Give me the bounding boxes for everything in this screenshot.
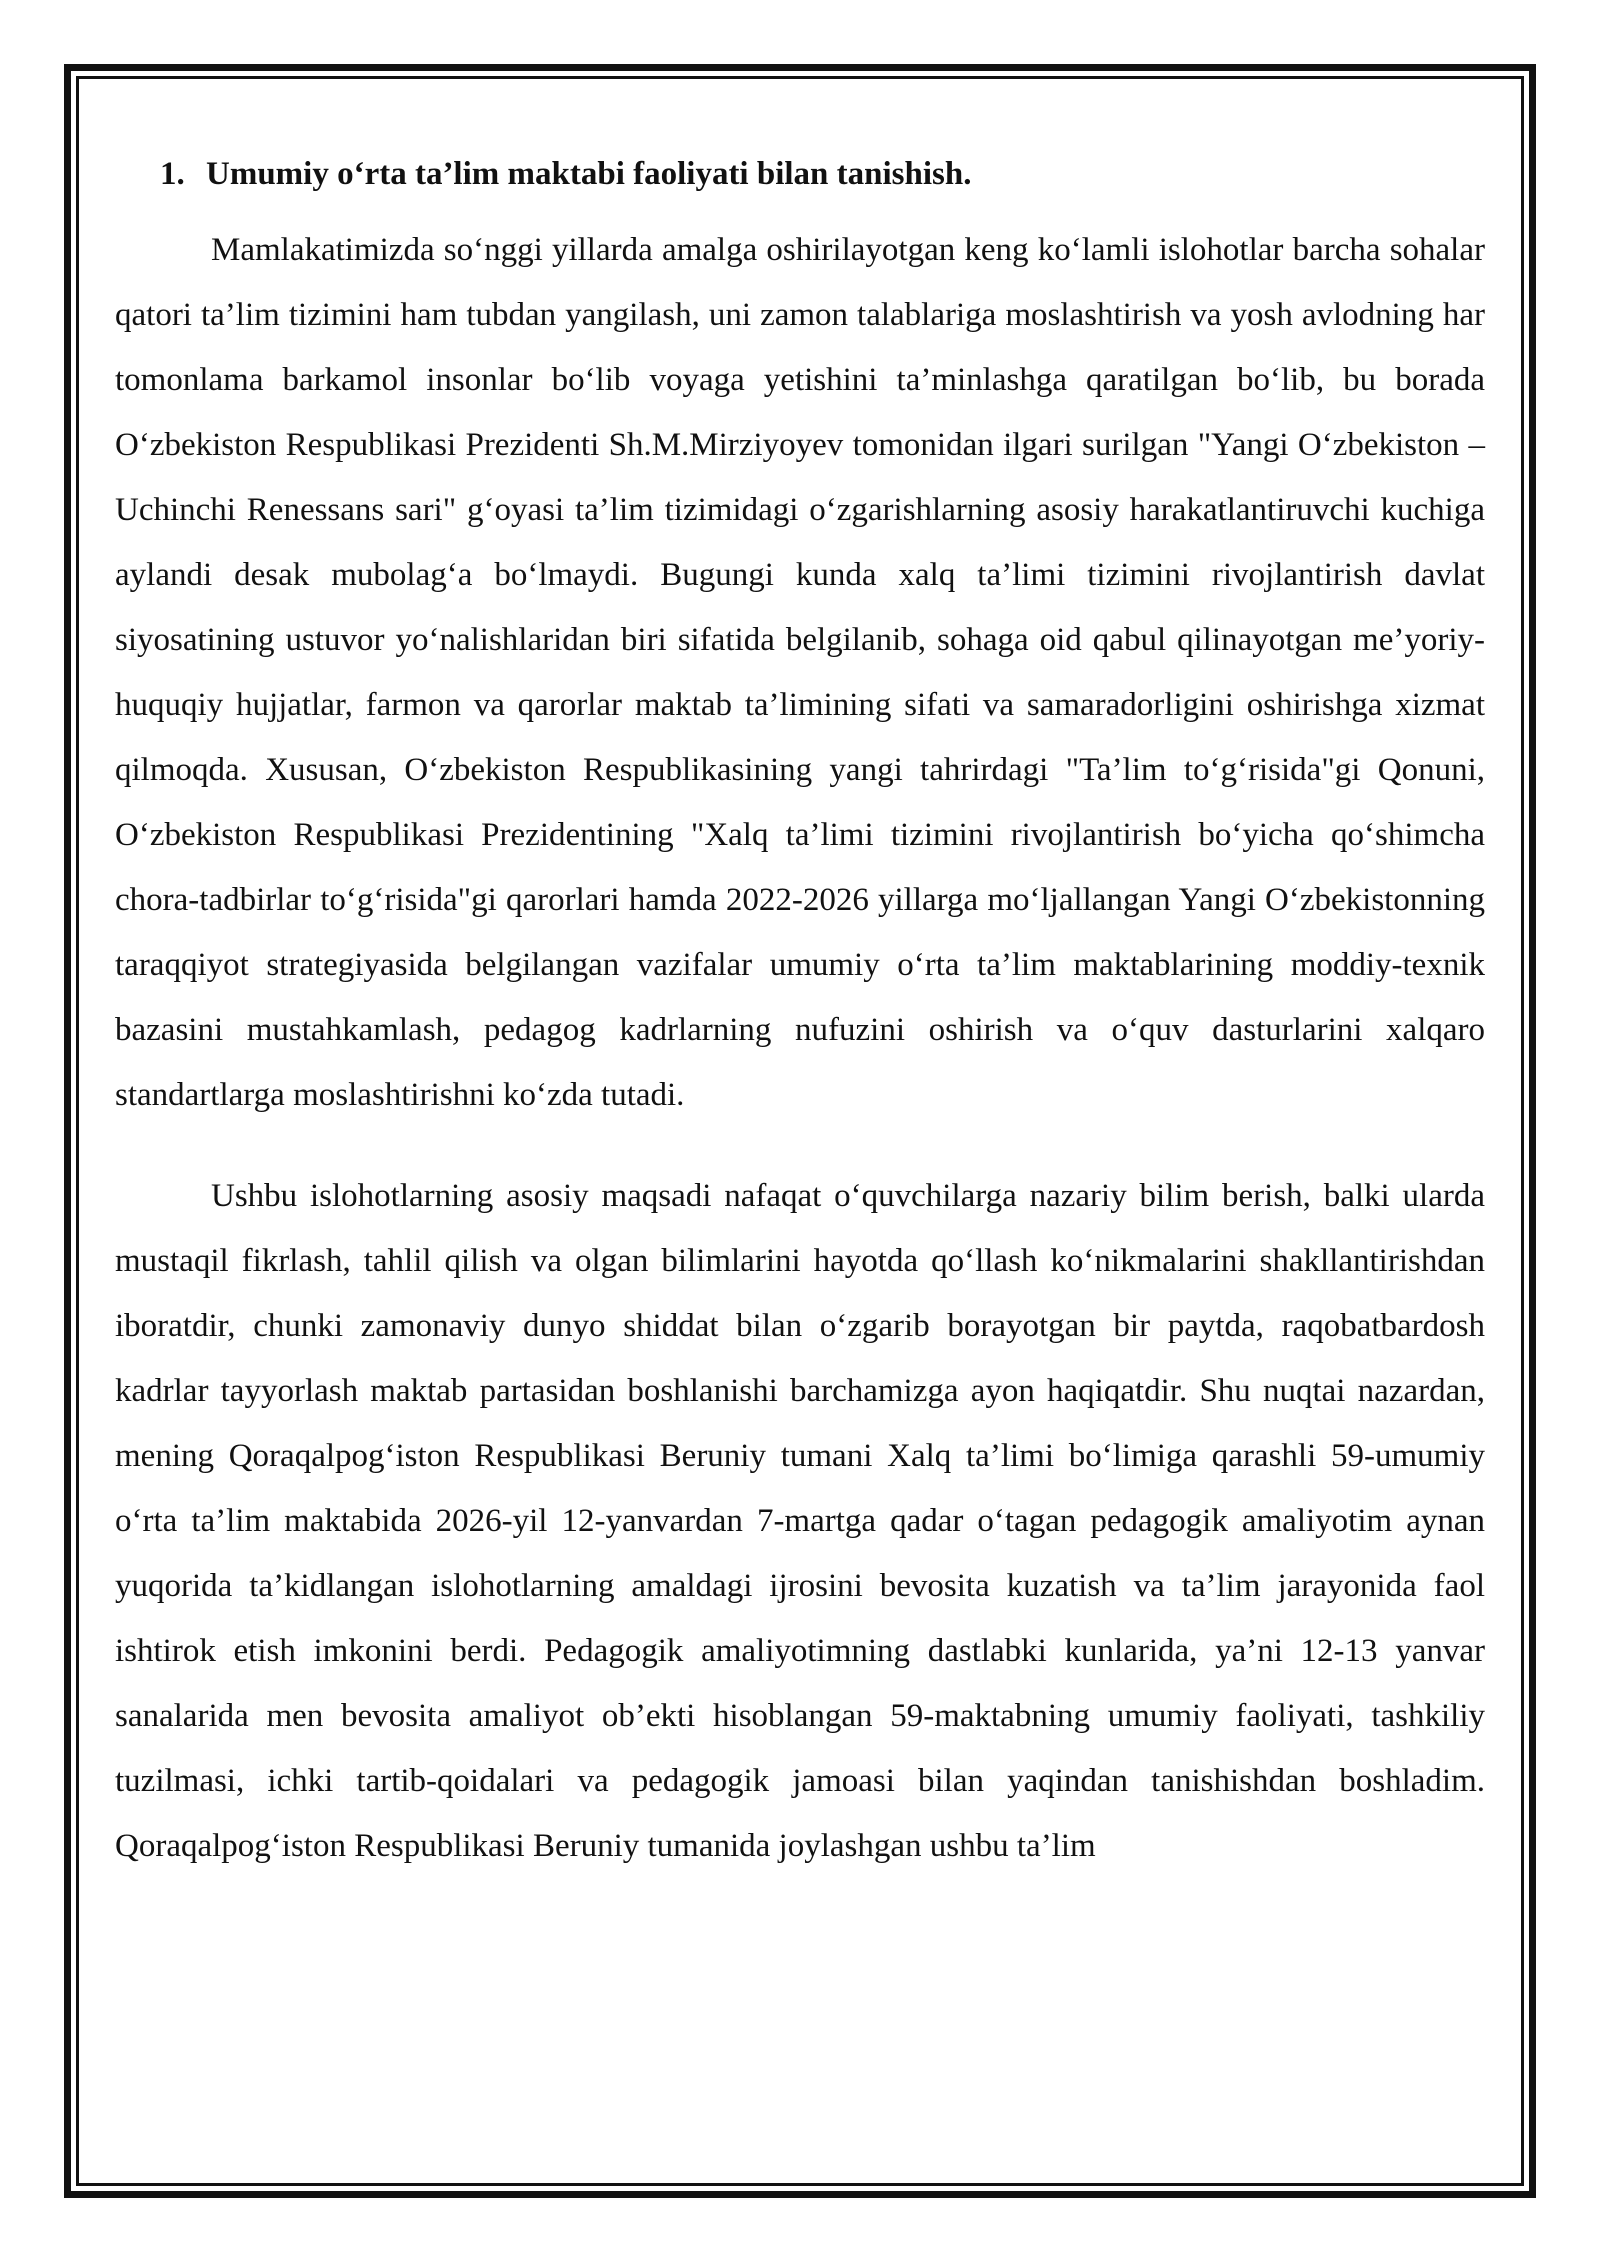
paragraph-1: Mamlakatimizda so‘nggi yillarda amalga oshirilayotgan keng ko‘lamli islohotlar barcha sohalar qatori ta’lim tizimini ham tubdan yangilash, uni zamon talablariga moslashtirish va yosh avlodning har tomonlama barkamol insonlar bo‘lib voyaga yetishini ta’minlashga qaratilgan bo‘lib, bu borada O‘zbekiston Respublikasi Prezidenti Sh.M.Mirziyoyev tomonidan ilgari surilgan "Yangi O‘zbekiston – Uchinchi Renessans sari" g‘oyasi ta’lim tizimidagi o‘zgarishlarning asosiy harakatlantiruvchi kuchiga aylandi desak mubolag‘a bo‘lmaydi. Bugungi kunda xalq ta’limi tizimini rivojlantirish davlat siyosatining ustuvor yo‘nalishlaridan biri sifatida belgilanib, sohaga oid qabul qilinayotgan me’yoriy-huquqiy hujjatlar, farmon va qarorlar maktab ta’limining sifati va samaradorligini oshirishga xizmat qilmoqda. Xususan, O‘zbekiston Respublikasining yangi tahrirdagi "Ta’lim to‘g‘risida"gi Qonuni, O‘zbekiston Respublikasi Prezidentining "Xalq ta’limi tizimini rivojlantirish bo‘yicha qo‘shimcha chora-tadbirlar to‘g‘risida"gi qarorlari hamda 2022-2026 yillarga mo‘ljallangan Yangi O‘zbekistonning taraqqiyot strategiyasida belgilangan vazifalar umumiy o‘rta ta’lim maktablarining moddiy-texnik bazasini mustahkamlash, pedagog kadrlarning nufuzini oshirish va o‘quv dasturlarini xalqaro standartlarga moslashtirishni ko‘zda tutadi. [115, 232, 1485, 1113]
section-title: Umumiy o‘rta ta’lim maktabi faoliyati bilan tanishish. [206, 156, 972, 192]
paragraph-2: Ushbu islohotlarning asosiy maqsadi nafaqat o‘quvchilarga nazariy bilim berish, balki ularda mustaqil fikrlash, tahlil qilish va olgan bilimlarini hayotda qo‘llash ko‘nikmalarini shakllantirishdan iboratdir, chunki zamonaviy dunyo shiddat bilan o‘zgarib borayotgan bir paytda, raqobatbardosh kadrlar tayyorlash maktab partasidan boshlanishi barchamizga ayon haqiqatdir. Shu nuqtai nazardan, mening Qoraqalpog‘iston Respublikasi Beruniy tumani Xalq ta’limi bo‘limiga qarashli 59-umumiy o‘rta ta’lim maktabida 2026-yil 12-yanvardan 7-martga qadar o‘tagan pedagogik amaliyotim aynan yuqorida ta’kidlangan islohotlarning amaldagi ijrosini bevosita kuzatish va ta’lim jarayonida faol ishtirok etish imkonini berdi. Pedagogik amaliyotimning dastlabki kunlarida, ya’ni 12-13 yanvar sanalarida men bevosita amaliyot ob’ekti hisoblangan 59-maktabning umumiy faoliyati, tashkiliy tuzilmasi, ichki tartib-qoidalari va pedagogik jamoasi bilan yaqindan tanishishdan boshladim. Qoraqalpog‘iston Respublikasi Beruniy tumanida joylashgan ushbu ta’lim [115, 1178, 1485, 1864]
section-heading [160, 150, 1485, 198]
document-body [115, 150, 1485, 1915]
section-number: 1. [160, 156, 185, 192]
